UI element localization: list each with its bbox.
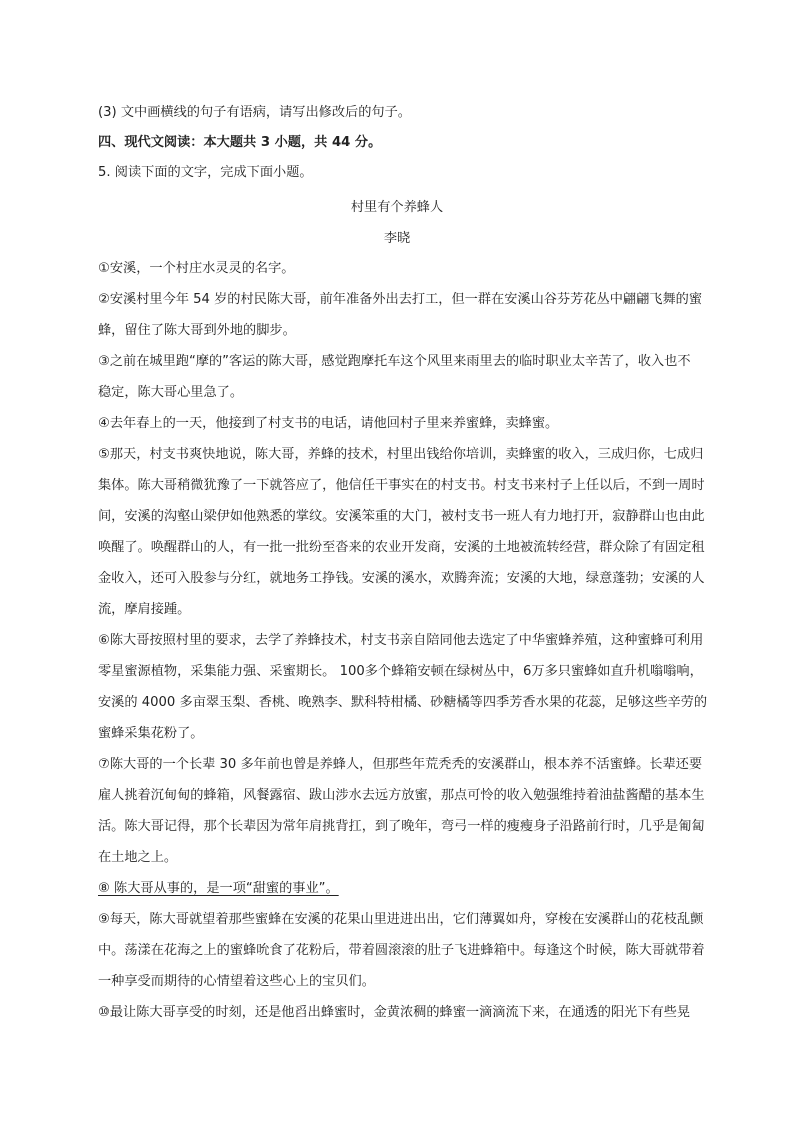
paragraph-line: 蜂，留住了陈大哥到外地的脚步。 (98, 323, 296, 338)
paragraph-line: 雇人挑着沉甸甸的蜂箱，风餐露宿、跋山涉水去远方放蜜，那点可怜的收入勉强维持着油盐酱醋的基本生 (98, 788, 705, 803)
paragraph-line: 在土地之上。 (98, 850, 178, 865)
paragraph-line: ⑤那天，村支书爽快地说，陈大哥，养蜂的技术，村里出钱给你培训，卖蜂蜜的收入，三成归你，七成归 (98, 447, 704, 462)
paragraph-line: 集体。陈大哥稍微犹豫了一下就答应了，他信任干事实在的村支书。村支书来村子上任以后，不到一周时 (98, 478, 705, 493)
paragraph-line: ⑥陈大哥按照村里的要求，去学了养蜂技术，村支书亲自陪同他去选定了中华蜜蜂养殖，这种蜜蜂可利用 (98, 633, 704, 648)
paragraph-line: 蜜蜂采集花粉了。 (98, 726, 204, 741)
paragraph-line: ②安溪村里今年 54 岁的村民陈大哥，前年准备外出去打工，但一群在安溪山谷芬芳花丛中翩翩飞舞的蜜 (98, 292, 703, 307)
paragraph-line: 安溪的 4000 多亩翠玉梨、香桃、晚熟李、默科特柑橘、砂糖橘等四季芳香水果的花蕊，足够这些辛劳的 (98, 695, 708, 710)
underlined-sentence: ⑧ 陈大哥从事的，是一项“甜蜜的事业”。 (98, 881, 339, 896)
paragraph-line: ⑩最让陈大哥享受的时刻，还是他舀出蜂蜜时，金黄浓稠的蜂蜜一滴滴流下来，在通透的阳光下有些晃 (98, 1005, 691, 1020)
paragraph-line: 流，摩肩接踵。 (98, 602, 191, 617)
paragraph-line: 中。荡漾在花海之上的蜜蜂吮食了花粉后，带着圆滚滚的肚子飞进蜂箱中。每逢这个时候，陈大哥就带着 (98, 943, 705, 958)
question-3: (3) 文中画横线的句子有语病，请写出修改后的句子。 (98, 105, 411, 120)
paragraph-line: 唤醒了。唤醒群山的人，有一批一批纷至沓来的农业开发商，安溪的土地被流转经营，群众除了有固定租 (98, 540, 705, 555)
paragraph-line: 一种享受而期待的心情望着这些心上的宝贝们。 (98, 974, 375, 989)
question-5: 5. 阅读下面的文字，完成下面小题。 (98, 165, 313, 180)
paragraph-line: ⑨每天，陈大哥就望着那些蜜蜂在安溪的花果山里进进出出，它们薄翼如舟，穿梭在安溪群山的花枝乱颤 (98, 912, 704, 927)
paragraph-line: ⑦陈大哥的一个长辈 30 多年前也曾是养蜂人，但那些年荒秃秃的安溪群山，根本养不活蜜蜂。长辈还要 (98, 757, 703, 772)
article-author: 李晓 (383, 231, 411, 246)
paragraph-line: 金收入，还可入股参与分红，就地务工挣钱。安溪的溪水，欢腾奔流；安溪的大地，绿意蓬勃；安溪的人 (98, 571, 705, 586)
paragraph-line: 活。陈大哥记得，那个长辈因为常年肩挑背扛，到了晚年，弯弓一样的瘦瘦身子沿路前行时，几乎是匍匐 (98, 819, 705, 834)
article-title: 村里有个养蜂人 (350, 200, 444, 215)
paragraph-line: 间，安溪的沟壑山梁伊如他熟悉的掌纹。安溪笨重的大门，被村支书一班人有力地打开，寂静群山也由此 (98, 509, 705, 524)
paragraph-line: ①安溪，一个村庄水灵灵的名字。 (98, 261, 295, 276)
paragraph-line: ④去年春上的一天，他接到了村支书的电话，请他回村子里来养蜜蜂，卖蜂蜜。 (98, 416, 559, 431)
paragraph-line: ③之前在城里跑“摩的”客运的陈大哥，感觉跑摩托车这个风里来雨里去的临时职业太辛苦了，收入也不 (98, 354, 691, 369)
section-heading: 四、现代文阅读：本大题共 3 小题，共 44 分。 (98, 135, 382, 150)
paragraph-line: 稳定，陈大哥心里急了。 (98, 385, 244, 400)
paragraph-line: 零星蜜源植物，采集能力强、采蜜期长。 100多个蜂箱安顿在绿树丛中，6万多只蜜蜂如直升机嗡嗡响， (98, 664, 703, 679)
